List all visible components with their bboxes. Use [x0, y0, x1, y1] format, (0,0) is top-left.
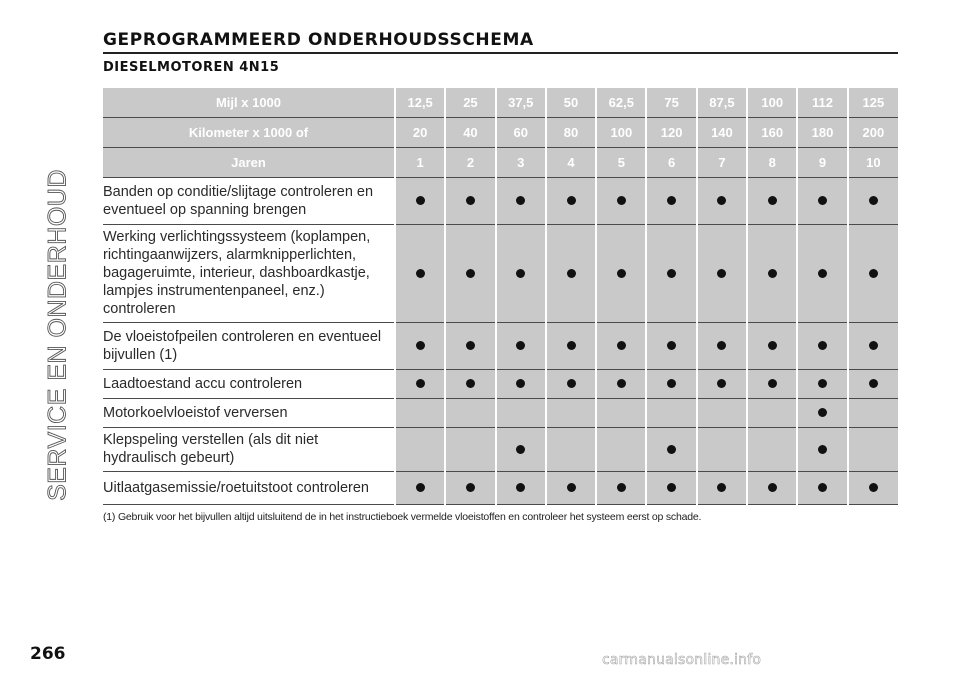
- header-interval-cell: 20: [395, 118, 445, 148]
- schedule-cell: [747, 178, 797, 225]
- scheduled-dot-icon: [768, 379, 777, 388]
- schedule-cell: [496, 178, 546, 225]
- header-interval-cell: 40: [445, 118, 495, 148]
- scheduled-dot-icon: [567, 341, 576, 350]
- header-interval-cell: 12,5: [395, 88, 445, 118]
- schedule-cell: [697, 399, 747, 428]
- schedule-cell: [496, 323, 546, 370]
- task-label: Laadtoestand accu controleren: [103, 370, 395, 399]
- header-interval-cell: 5: [596, 148, 646, 178]
- schedule-cell: [546, 323, 596, 370]
- schedule-cell: [848, 472, 898, 505]
- scheduled-dot-icon: [818, 269, 827, 278]
- scheduled-dot-icon: [869, 341, 878, 350]
- schedule-cell: [747, 225, 797, 323]
- header-interval-cell: 50: [546, 88, 596, 118]
- scheduled-dot-icon: [667, 379, 676, 388]
- schedule-cell: [697, 428, 747, 472]
- scheduled-dot-icon: [717, 483, 726, 492]
- scheduled-dot-icon: [567, 269, 576, 278]
- schedule-cell: [697, 323, 747, 370]
- task-label: Werking verlichtingssysteem (koplampen, richtingaanwijzers, alarmknipperlichten, bagageruimte, interieur, dashboardkastje, lampjes instrumentenpaneel, enz.) controleren: [103, 225, 395, 323]
- scheduled-dot-icon: [818, 196, 827, 205]
- scheduled-dot-icon: [667, 196, 676, 205]
- scheduled-dot-icon: [466, 269, 475, 278]
- scheduled-dot-icon: [516, 269, 525, 278]
- scheduled-dot-icon: [768, 483, 777, 492]
- schedule-cell: [546, 399, 596, 428]
- schedule-cell: [848, 399, 898, 428]
- header-interval-cell: 10: [848, 148, 898, 178]
- scheduled-dot-icon: [717, 341, 726, 350]
- header-interval-cell: 62,5: [596, 88, 646, 118]
- schedule-cell: [797, 472, 847, 505]
- schedule-cell: [646, 178, 696, 225]
- page-subtitle: DIESELMOTOREN 4N15: [103, 60, 280, 75]
- schedule-cell: [747, 428, 797, 472]
- page-number: 266: [30, 644, 66, 664]
- scheduled-dot-icon: [516, 196, 525, 205]
- schedule-cell: [546, 428, 596, 472]
- section-side-title-text: SERVICE EN ONDERHOUD: [43, 169, 72, 501]
- header-interval-cell: 140: [697, 118, 747, 148]
- scheduled-dot-icon: [617, 269, 626, 278]
- scheduled-dot-icon: [416, 196, 425, 205]
- table-row: [103, 399, 898, 428]
- footnote: (1) Gebruik voor het bijvullen altijd uitsluitend de in het instructieboek vermelde vloeistoffen en controleer het systeem eerst op schade.: [103, 511, 702, 523]
- scheduled-dot-icon: [416, 269, 425, 278]
- schedule-cell: [496, 428, 546, 472]
- header-interval-cell: 37,5: [496, 88, 546, 118]
- header-row: [103, 118, 898, 148]
- schedule-cell: [747, 370, 797, 399]
- table-row: [103, 428, 898, 472]
- task-label: Banden op conditie/slijtage controleren en eventueel op spanning brengen: [103, 178, 395, 225]
- schedule-cell: [395, 178, 445, 225]
- scheduled-dot-icon: [416, 379, 425, 388]
- header-interval-cell: 100: [596, 118, 646, 148]
- maintenance-schedule-table: [103, 88, 898, 505]
- task-label: Klepspeling verstellen (als dit niet hydraulisch gebeurt): [103, 428, 395, 472]
- title-rule: [103, 52, 898, 54]
- task-label: Uitlaatgasemissie/roetuitstoot controleren: [103, 472, 395, 505]
- schedule-cell: [646, 225, 696, 323]
- schedule-cell: [496, 399, 546, 428]
- header-interval-cell: 8: [747, 148, 797, 178]
- schedule-cell: [395, 225, 445, 323]
- schedule-cell: [797, 399, 847, 428]
- schedule-cell: [797, 323, 847, 370]
- schedule-cell: [797, 225, 847, 323]
- scheduled-dot-icon: [717, 269, 726, 278]
- schedule-cell: [445, 323, 495, 370]
- schedule-cell: [496, 472, 546, 505]
- scheduled-dot-icon: [818, 483, 827, 492]
- schedule-cell: [496, 370, 546, 399]
- scheduled-dot-icon: [567, 379, 576, 388]
- scheduled-dot-icon: [818, 379, 827, 388]
- schedule-cell: [596, 428, 646, 472]
- scheduled-dot-icon: [466, 341, 475, 350]
- scheduled-dot-icon: [768, 196, 777, 205]
- header-interval-cell: 3: [496, 148, 546, 178]
- schedule-cell: [848, 323, 898, 370]
- header-row: [103, 148, 898, 178]
- schedule-cell: [546, 225, 596, 323]
- header-interval-cell: 25: [445, 88, 495, 118]
- header-interval-cell: 120: [646, 118, 696, 148]
- watermark: carmanualsonline.info: [602, 652, 762, 668]
- schedule-cell: [546, 370, 596, 399]
- task-label: De vloeistofpeilen controleren en eventueel bijvullen (1): [103, 323, 395, 370]
- scheduled-dot-icon: [617, 483, 626, 492]
- schedule-cell: [697, 178, 747, 225]
- schedule-cell: [848, 178, 898, 225]
- scheduled-dot-icon: [416, 483, 425, 492]
- header-interval-cell: 6: [646, 148, 696, 178]
- schedule-cell: [596, 472, 646, 505]
- schedule-cell: [395, 428, 445, 472]
- schedule-cell: [797, 370, 847, 399]
- header-interval-cell: 80: [546, 118, 596, 148]
- scheduled-dot-icon: [667, 483, 676, 492]
- header-label: Jaren: [103, 148, 395, 178]
- schedule-cell: [797, 178, 847, 225]
- schedule-cell: [646, 370, 696, 399]
- schedule-cell: [797, 428, 847, 472]
- header-interval-cell: 100: [747, 88, 797, 118]
- scheduled-dot-icon: [869, 379, 878, 388]
- schedule-cell: [395, 323, 445, 370]
- scheduled-dot-icon: [466, 196, 475, 205]
- schedule-cell: [445, 428, 495, 472]
- schedule-cell: [496, 225, 546, 323]
- schedule-cell: [646, 428, 696, 472]
- header-interval-cell: 112: [797, 88, 847, 118]
- heading-block: [103, 30, 898, 76]
- schedule-cell: [445, 399, 495, 428]
- header-interval-cell: 87,5: [697, 88, 747, 118]
- schedule-cell: [596, 323, 646, 370]
- scheduled-dot-icon: [466, 379, 475, 388]
- scheduled-dot-icon: [717, 379, 726, 388]
- scheduled-dot-icon: [617, 196, 626, 205]
- scheduled-dot-icon: [869, 483, 878, 492]
- header-interval-cell: 7: [697, 148, 747, 178]
- schedule-cell: [596, 399, 646, 428]
- header-row: [103, 88, 898, 118]
- header-interval-cell: 9: [797, 148, 847, 178]
- schedule-cell: [596, 225, 646, 323]
- schedule-cell: [546, 178, 596, 225]
- header-interval-cell: 160: [747, 118, 797, 148]
- header-interval-cell: 75: [646, 88, 696, 118]
- table-row: [103, 472, 898, 505]
- scheduled-dot-icon: [516, 341, 525, 350]
- table-row: [103, 323, 898, 370]
- scheduled-dot-icon: [818, 341, 827, 350]
- schedule-cell: [848, 225, 898, 323]
- scheduled-dot-icon: [717, 196, 726, 205]
- scheduled-dot-icon: [516, 379, 525, 388]
- page-title: GEPROGRAMMEERD ONDERHOUDSSCHEMA: [103, 30, 534, 50]
- schedule-cell: [546, 472, 596, 505]
- scheduled-dot-icon: [466, 483, 475, 492]
- schedule-cell: [395, 370, 445, 399]
- scheduled-dot-icon: [818, 445, 827, 454]
- header-interval-cell: 125: [848, 88, 898, 118]
- schedule-cell: [445, 472, 495, 505]
- scheduled-dot-icon: [617, 341, 626, 350]
- table-row: [103, 178, 898, 225]
- scheduled-dot-icon: [567, 483, 576, 492]
- scheduled-dot-icon: [416, 341, 425, 350]
- schedule-cell: [646, 399, 696, 428]
- schedule-cell: [596, 178, 646, 225]
- schedule-cell: [445, 370, 495, 399]
- scheduled-dot-icon: [768, 269, 777, 278]
- header-interval-cell: 2: [445, 148, 495, 178]
- header-label: Mijl x 1000: [103, 88, 395, 118]
- task-label: Motorkoelvloeistof verversen: [103, 399, 395, 428]
- header-interval-cell: 200: [848, 118, 898, 148]
- schedule-cell: [747, 323, 797, 370]
- header-interval-cell: 60: [496, 118, 546, 148]
- header-label: Kilometer x 1000 of: [103, 118, 395, 148]
- scheduled-dot-icon: [869, 269, 878, 278]
- header-interval-cell: 180: [797, 118, 847, 148]
- table-row: [103, 225, 898, 323]
- schedule-cell: [445, 178, 495, 225]
- table-row: [103, 370, 898, 399]
- schedule-cell: [445, 225, 495, 323]
- header-interval-cell: 4: [546, 148, 596, 178]
- schedule-cell: [395, 399, 445, 428]
- schedule-cell: [848, 428, 898, 472]
- scheduled-dot-icon: [667, 341, 676, 350]
- schedule-cell: [697, 472, 747, 505]
- schedule-cell: [697, 225, 747, 323]
- schedule-cell: [747, 399, 797, 428]
- schedule-cell: [646, 472, 696, 505]
- schedule-cell: [395, 472, 445, 505]
- scheduled-dot-icon: [667, 269, 676, 278]
- scheduled-dot-icon: [617, 379, 626, 388]
- scheduled-dot-icon: [818, 408, 827, 417]
- schedule-cell: [697, 370, 747, 399]
- schedule-cell: [646, 323, 696, 370]
- schedule-cell: [747, 472, 797, 505]
- scheduled-dot-icon: [768, 341, 777, 350]
- scheduled-dot-icon: [516, 483, 525, 492]
- schedule-body: [103, 88, 898, 505]
- schedule-cell: [848, 370, 898, 399]
- schedule-cell: [596, 370, 646, 399]
- header-interval-cell: 1: [395, 148, 445, 178]
- scheduled-dot-icon: [567, 196, 576, 205]
- scheduled-dot-icon: [869, 196, 878, 205]
- scheduled-dot-icon: [667, 445, 676, 454]
- scheduled-dot-icon: [516, 445, 525, 454]
